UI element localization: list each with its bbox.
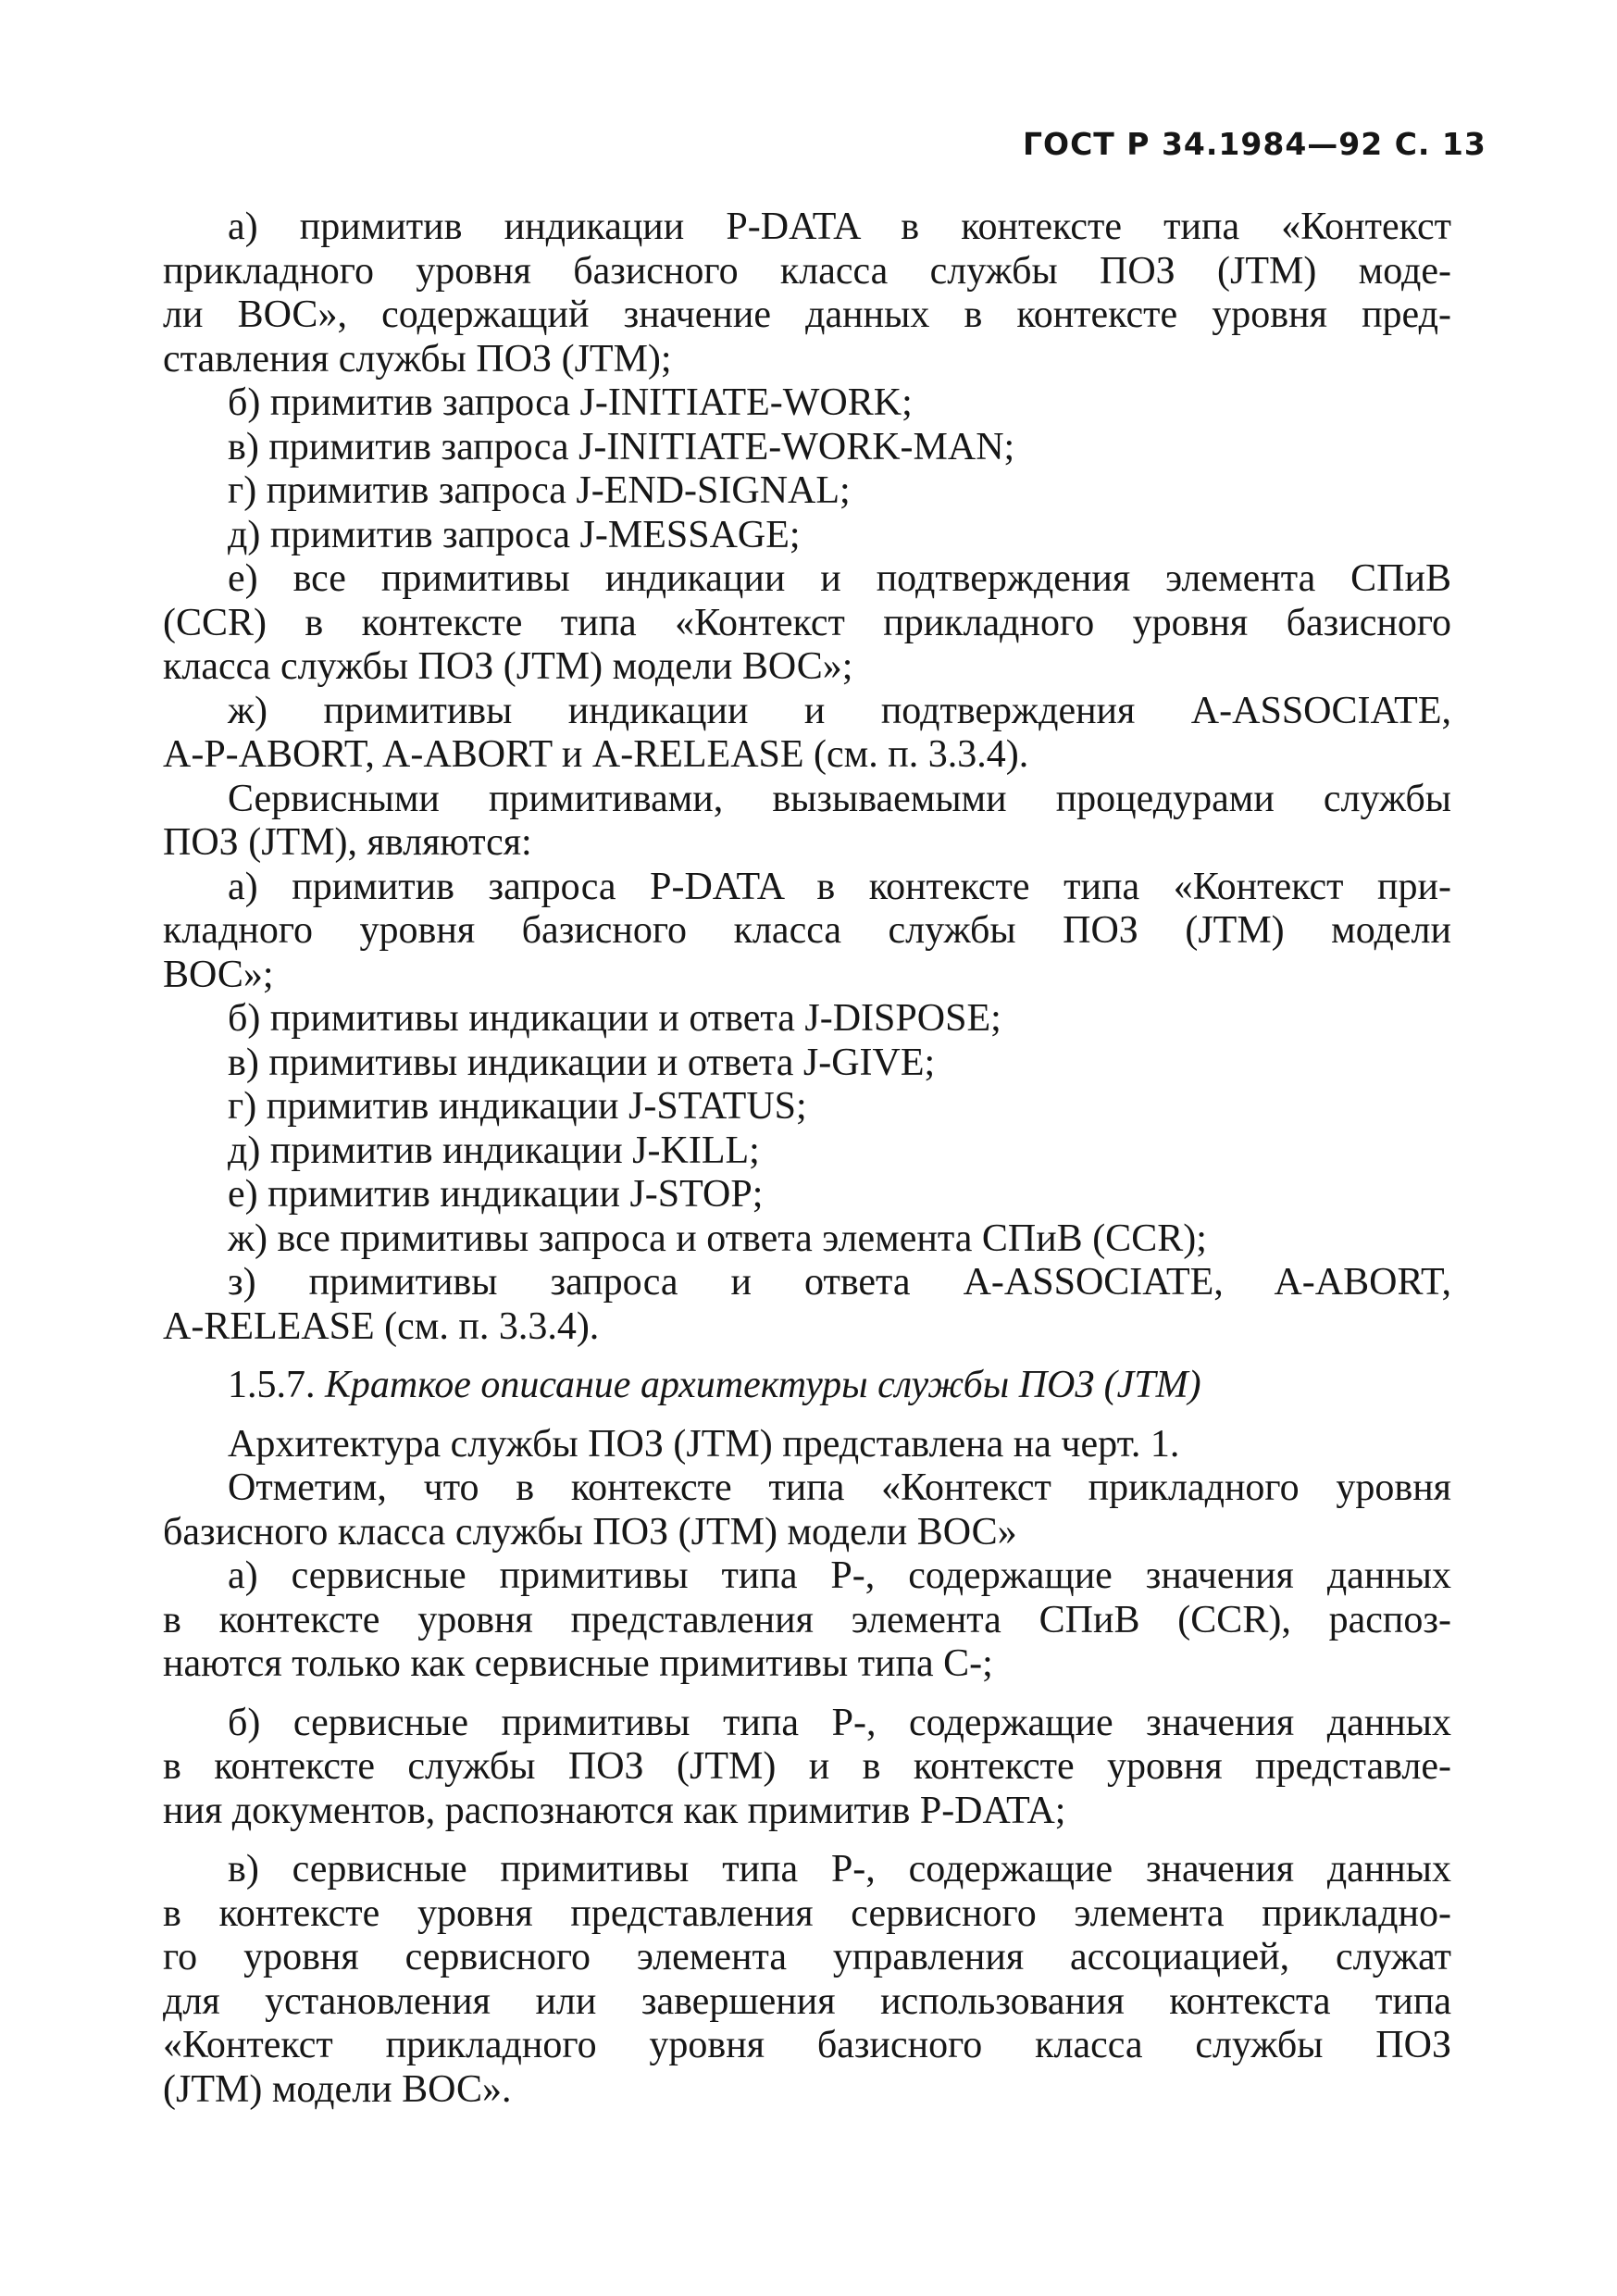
text-line: кладного уровня базисного класса службы ПОЗ (JTM) модели bbox=[163, 909, 1451, 952]
text-line: б) примитивы индикации и ответа J-DISPOSE; bbox=[228, 997, 1001, 1040]
text-line: для установления или завершения использования контекста типа bbox=[163, 1979, 1451, 2023]
text-line: ли ВОС», содержащий значение данных в контексте уровня пред- bbox=[163, 293, 1451, 336]
text-line: в контексте уровня представления сервисного элемента прикладно- bbox=[163, 1891, 1451, 1935]
text-line: Отметим, что в контексте типа «Контекст прикладного уровня bbox=[228, 1466, 1451, 1509]
text-line: г) примитив индикации J-STATUS; bbox=[228, 1085, 807, 1128]
text-line: Сервисными примитивами, вызываемыми процедурами службы bbox=[228, 777, 1451, 820]
text-line: наются только как сервисные примитивы типа С-; bbox=[163, 1642, 993, 1685]
text-line: класса службы ПОЗ (JTM) модели ВОС»; bbox=[163, 645, 853, 688]
text-line: з) примитивы запроса и ответа A-ASSOCIATE, A-ABORT, bbox=[228, 1261, 1451, 1304]
text-line: е) все примитивы индикации и подтверждения элемента СПиВ bbox=[228, 557, 1451, 600]
document-body bbox=[163, 206, 1451, 2112]
text-line: «Контекст прикладного уровня базисного класса службы ПОЗ bbox=[163, 2024, 1451, 2066]
text-line: ВОС»; bbox=[163, 953, 274, 996]
text-line: Архитектура службы ПОЗ (JTM) представлена на черт. 1. bbox=[228, 1422, 1180, 1466]
text-line: б) примитив запроса J-INITIATE-WORK; bbox=[228, 381, 913, 424]
text-line: в) сервисные примитивы типа Р-, содержащие значения данных bbox=[228, 1848, 1451, 1890]
text-line: (JTM) модели ВОС». bbox=[163, 2067, 512, 2111]
text-line: A-P-ABORT, A-ABORT и A-RELEASE (см. п. 3.3.4). bbox=[163, 733, 1029, 776]
section-heading bbox=[163, 1364, 1451, 1408]
section-title: Краткое описание архитектуры службы ПОЗ (JTM) bbox=[325, 1364, 1201, 1406]
text-line: го уровня сервисного элемента управления ассоциацией, служат bbox=[163, 1936, 1451, 1978]
text-line: в) примитив запроса J-INITIATE-WORK-MAN; bbox=[228, 425, 1015, 468]
text-line: базисного класса службы ПОЗ (JTM) модели ВОС» bbox=[163, 1510, 1017, 1554]
text-line: ж) примитивы индикации и подтверждения A-ASSOCIATE, bbox=[228, 689, 1451, 732]
text-line: е) примитив индикации J-STOP; bbox=[228, 1173, 764, 1216]
text-line: ж) все примитивы запроса и ответа элемента СПиВ (CCR); bbox=[228, 1217, 1207, 1260]
text-line: д) примитив запроса J-MESSAGE; bbox=[228, 513, 801, 556]
text-line: (CCR) в контексте типа «Контекст прикладного уровня базисного bbox=[163, 601, 1451, 644]
text-line: д) примитив индикации J-KILL; bbox=[228, 1129, 760, 1172]
text-line: ставления службы ПОЗ (JTM); bbox=[163, 337, 672, 381]
text-line: прикладного уровня базисного класса службы ПОЗ (JTM) моде- bbox=[163, 249, 1451, 293]
text-line: A-RELEASE (см. п. 3.3.4). bbox=[163, 1304, 600, 1348]
text-line: а) примитив запроса P-DATA в контексте типа «Контекст при- bbox=[228, 865, 1451, 908]
text-line: в контексте службы ПОЗ (JTM) и в контексте уровня представле- bbox=[163, 1745, 1451, 1788]
text-line: б) сервисные примитивы типа Р-, содержащие значения данных bbox=[228, 1701, 1451, 1744]
page-header: ГОСТ Р 34.1984—92 С. 13 bbox=[1023, 126, 1486, 162]
text-line: ПОЗ (JTM), являются: bbox=[163, 821, 532, 864]
text-line: а) примитив индикации P-DATA в контексте типа «Контекст bbox=[228, 206, 1451, 248]
text-line: в) примитивы индикации и ответа J-GIVE; bbox=[228, 1041, 936, 1084]
text-line: г) примитив запроса J-END-SIGNAL; bbox=[228, 469, 851, 512]
section-number: 1.5.7. bbox=[228, 1364, 325, 1406]
text-line: в контексте уровня представления элемента СПиВ (CCR), распоз- bbox=[163, 1598, 1451, 1641]
text-line: ния документов, распознаются как примитив P-DATA; bbox=[163, 1789, 1066, 1832]
text-line: а) сервисные примитивы типа Р-, содержащие значения данных bbox=[228, 1554, 1451, 1597]
